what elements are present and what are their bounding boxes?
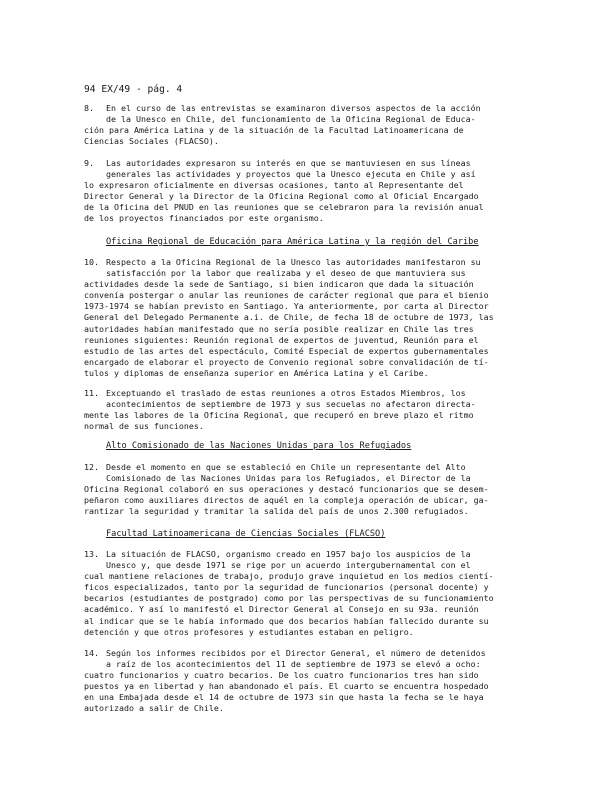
section-heading-oficina-regional: Oficina Regional de Educación para América Latina y la región del Caribe [106, 237, 479, 247]
paragraph-line: General del Delegado Permanente a.i. de Chile, de fecha 18 de octubre de 1973, las [84, 312, 494, 323]
paragraph-number: 13. [84, 549, 99, 559]
paragraph-line: de la Unesco en Chile, del funcionamiento de la Oficina Regional de Educa- [106, 114, 476, 125]
paragraph-line: Desde el momento en que se estableció en Chile un representante del Alto [106, 462, 466, 472]
paragraph-number: 11. [84, 388, 99, 398]
paragraph-line: actividades desde la sede de Santiago, si bien indicaron que dada la situación [84, 279, 474, 290]
section-heading-flacso: Facultad Latinoamericana de Ciencias Sociales (FLACSO) [106, 529, 386, 539]
paragraph-line: 1973-1974 se habían previsto en Santiago. Ya anteriormente, por carta al Director [84, 301, 489, 312]
paragraph-line: encargado de elaborar el proyecto de Convenio regional sobre convalidación de tí- [84, 356, 489, 367]
paragraph-line: becarios (estudiantes de postgrado) como por las perspectivas de su funcionamiento [84, 593, 494, 604]
paragraph-line: La situación de FLACSO, organismo creado en 1957 bajo los auspicios de la [106, 549, 471, 559]
paragraph-line: normal de sus funciones. [84, 421, 204, 432]
paragraph-line: Comisionado de las Naciones Unidas para los Refugiados, el Director de la [106, 473, 471, 484]
paragraph-line: generales las actividades y proyectos que la Unesco ejecuta en Chile y así [106, 169, 476, 180]
section-heading-acnur: Alto Comisionado de las Naciones Unidas para los Refugiados [106, 441, 412, 451]
paragraph-number: 8. [84, 103, 94, 113]
paragraph-line: a raíz de los acontecimientos del 11 de septiembre de 1973 se elevó a ocho: [106, 659, 481, 670]
paragraph-line: académico. Y así lo manifestó el Director General al Consejo en su 93a. reunión [84, 604, 479, 615]
paragraph-line: cual mantiene relaciones de trabajo, produjo grave inquietud en los medios cientí- [84, 571, 494, 582]
paragraph-line: Unesco y, que desde 1971 se rige por un acuerdo intergubernamental con el [106, 560, 471, 571]
paragraph-line: ficos especializados, tanto por la seguridad de funcionarios (personal docente) y [84, 582, 489, 593]
paragraph-line: cuatro funcionarios y cuatro becarios. De los cuatro funcionarios tres han sido [84, 670, 479, 681]
paragraph-line: ción para América Latina y de la situación de la Facultad Latinoamericana de [84, 125, 464, 136]
paragraph-line: lo expresaron oficialmente en diversas ocasiones, tanto al Representante del [84, 180, 464, 191]
paragraph-8 [84, 103, 524, 147]
page-header: 94 EX/49 - pág. 4 [84, 84, 183, 95]
paragraph-line: En el curso de las entrevistas se examinaron diversos aspectos de la acción [106, 103, 481, 113]
paragraph-line: estudio de las artes del espectáculo, Comité Especial de expertos gubernamentales [84, 345, 489, 356]
paragraph-14 [84, 648, 524, 715]
paragraph-line: Según los informes recibidos por el Director General, el número de detenidos [106, 648, 486, 658]
paragraph-line: detención y que otros profesores y estudiantes estaban en peligro. [84, 626, 414, 637]
paragraph-number: 9. [84, 158, 94, 168]
paragraph-line: rantizar la seguridad y tramitar la salida del país de unos 2.300 refugiados. [84, 506, 469, 517]
paragraph-number: 10. [84, 257, 99, 267]
paragraph-9 [84, 158, 524, 225]
paragraph-13 [84, 549, 524, 638]
paragraph-line: de los proyectos financiados por este organismo. [84, 213, 324, 224]
paragraph-line: autoridades habían manifestado que no sería posible realizar en Chile las tres [84, 323, 474, 334]
paragraph-line: mente las labores de la Oficina Regional, que recuperó en breve plazo el ritmo [84, 410, 474, 421]
paragraph-line: tulos y diplomas de enseñanza superior en América Latina y el Caribe. [84, 367, 429, 378]
paragraph-line: acontecimientos de septiembre de 1973 y sus secuelas no afectaron directa- [106, 399, 476, 410]
paragraph-line: puestos ya en libertad y han abandonado el país. El cuarto se encuentra hospedado [84, 681, 489, 692]
paragraph-line: peñaron como auxiliares directos de aquél en la compleja operación de ubicar, ga- [84, 495, 489, 506]
paragraph-number: 14. [84, 648, 99, 658]
paragraph-line: Respecto a la Oficina Regional de la Unesco las autoridades manifestaron su [106, 257, 481, 267]
paragraph-line: Director General y la Director de la Oficina Regional como al Oficial Encargado [84, 191, 479, 202]
paragraph-line: Las autoridades expresaron su interés en que se mantuviesen en sus líneas [106, 158, 471, 168]
paragraph-number: 12. [84, 462, 99, 472]
paragraph-line: Oficina Regional colaboró en sus operaciones y destacó funcionarios que se desem- [84, 484, 489, 495]
paragraph-11 [84, 388, 524, 432]
paragraph-10 [84, 257, 524, 379]
paragraph-line: convenía postergar o anular las reuniones de carácter regional que para el bienio [84, 290, 489, 301]
paragraph-line: autorizado a salir de Chile. [84, 703, 224, 714]
paragraph-line: en una Embajada desde el 14 de octubre de 1973 sin que hasta la fecha se le haya [84, 692, 484, 703]
paragraph-line: satisfacción por la labor que realizaba y el deseo de que mantuviera sus [106, 268, 466, 279]
paragraph-line: Ciencias Sociales (FLACSO). [84, 136, 219, 147]
paragraph-12 [84, 462, 524, 517]
paragraph-line: al indicar que se le había informado que dos becarios habían fallecido durante su [84, 615, 489, 626]
paragraph-line: reuniones siguientes: Reunión regional de expertos de juventud, Reunión para el [84, 334, 479, 345]
paragraph-line: de la Oficina del PNUD en las reuniones que se celebraron para la revisión anual [84, 202, 484, 213]
paragraph-line: Exceptuando el traslado de estas reuniones a otros Estados Miembros, los [106, 388, 466, 398]
